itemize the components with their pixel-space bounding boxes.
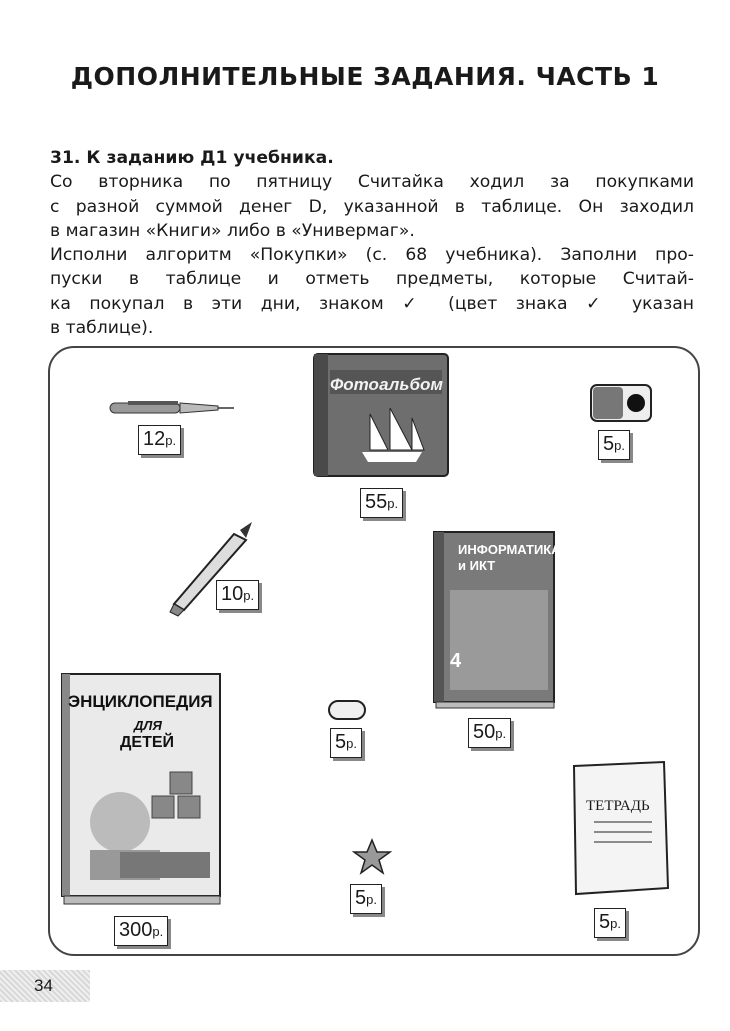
star-icon[interactable] — [352, 838, 392, 876]
price-tag-eraser — [330, 728, 362, 758]
task-line: в магазин «Книги» либо в «Универмаг». — [50, 220, 415, 241]
page-number: 34 — [34, 976, 53, 995]
price-tag-photo-album — [360, 488, 403, 518]
currency-unit: р. — [366, 892, 377, 907]
informatics-book-grade: 4 — [450, 650, 462, 672]
informatics-book-icon[interactable] — [432, 530, 558, 710]
notebook-title: ТЕТРАДЬ — [586, 798, 650, 814]
task-heading: 31. К заданию Д1 учебника. — [50, 148, 334, 168]
price-tag-pen — [138, 425, 181, 455]
task-line: в таблице). — [50, 318, 154, 339]
price-tag-pencil — [216, 580, 259, 610]
currency-unit: р. — [346, 736, 357, 751]
price-tag-notebook — [594, 908, 626, 938]
price-value: 5 — [603, 433, 615, 455]
currency-unit: р. — [165, 433, 177, 448]
informatics-book-title: ИНФОРМАТИКА — [458, 542, 561, 557]
price-value: 300 — [119, 919, 153, 941]
task-line: Со вторника по пятницу Считайка ходил за покупками — [50, 172, 694, 193]
photo-album-icon[interactable] — [312, 352, 450, 480]
price-value: 50 — [473, 721, 496, 743]
currency-unit: р. — [610, 916, 621, 931]
price-value: 5 — [335, 731, 347, 753]
page-title: ДОПОЛНИТЕЛЬНЫЕ ЗАДАНИЯ. ЧАСТЬ 1 — [70, 62, 660, 91]
price-tag-star — [350, 884, 382, 914]
price-tag-sharpener — [598, 430, 630, 460]
task-line: с разной суммой денег D, указанной в таблице. Он заходил — [50, 196, 694, 217]
price-value: 5 — [599, 911, 611, 933]
encyclopedia-title: ЭНЦИКЛОПЕДИЯ — [68, 692, 213, 711]
task-line: Исполни алгоритм «Покупки» (с. 68 учебника). Заполни про- — [50, 245, 694, 266]
currency-unit: р. — [387, 496, 399, 511]
currency-unit: р. — [614, 438, 625, 453]
currency-unit: р. — [495, 726, 507, 741]
price-value: 55 — [365, 491, 388, 513]
photo-album-title: Фотоальбом — [330, 375, 443, 394]
price-value: 10 — [221, 583, 244, 605]
pen-icon[interactable] — [108, 398, 238, 418]
sharpener-icon[interactable] — [590, 384, 652, 422]
task-line: ка покупал в эти дни, знаком ✓ (цвет знака ✓ указан — [50, 293, 694, 314]
price-tag-encyclopedia — [114, 916, 168, 946]
eraser-icon[interactable] — [328, 700, 366, 720]
informatics-book-subtitle: и ИКТ — [458, 558, 496, 573]
currency-unit: р. — [152, 924, 164, 939]
price-value: 12 — [143, 428, 166, 450]
price-tag-informatics-book — [468, 718, 511, 748]
page-number-box — [0, 970, 90, 1002]
currency-unit: р. — [243, 588, 255, 603]
notebook-icon[interactable] — [570, 760, 672, 898]
task-line: пуски в таблице и отметь предметы, которые Считай- — [50, 269, 694, 290]
encyclopedia-title-children: ДЕТЕЙ — [120, 734, 175, 751]
encyclopedia-title-for: ДЛЯ — [134, 718, 162, 733]
task-text — [50, 146, 694, 340]
price-value: 5 — [355, 887, 367, 909]
